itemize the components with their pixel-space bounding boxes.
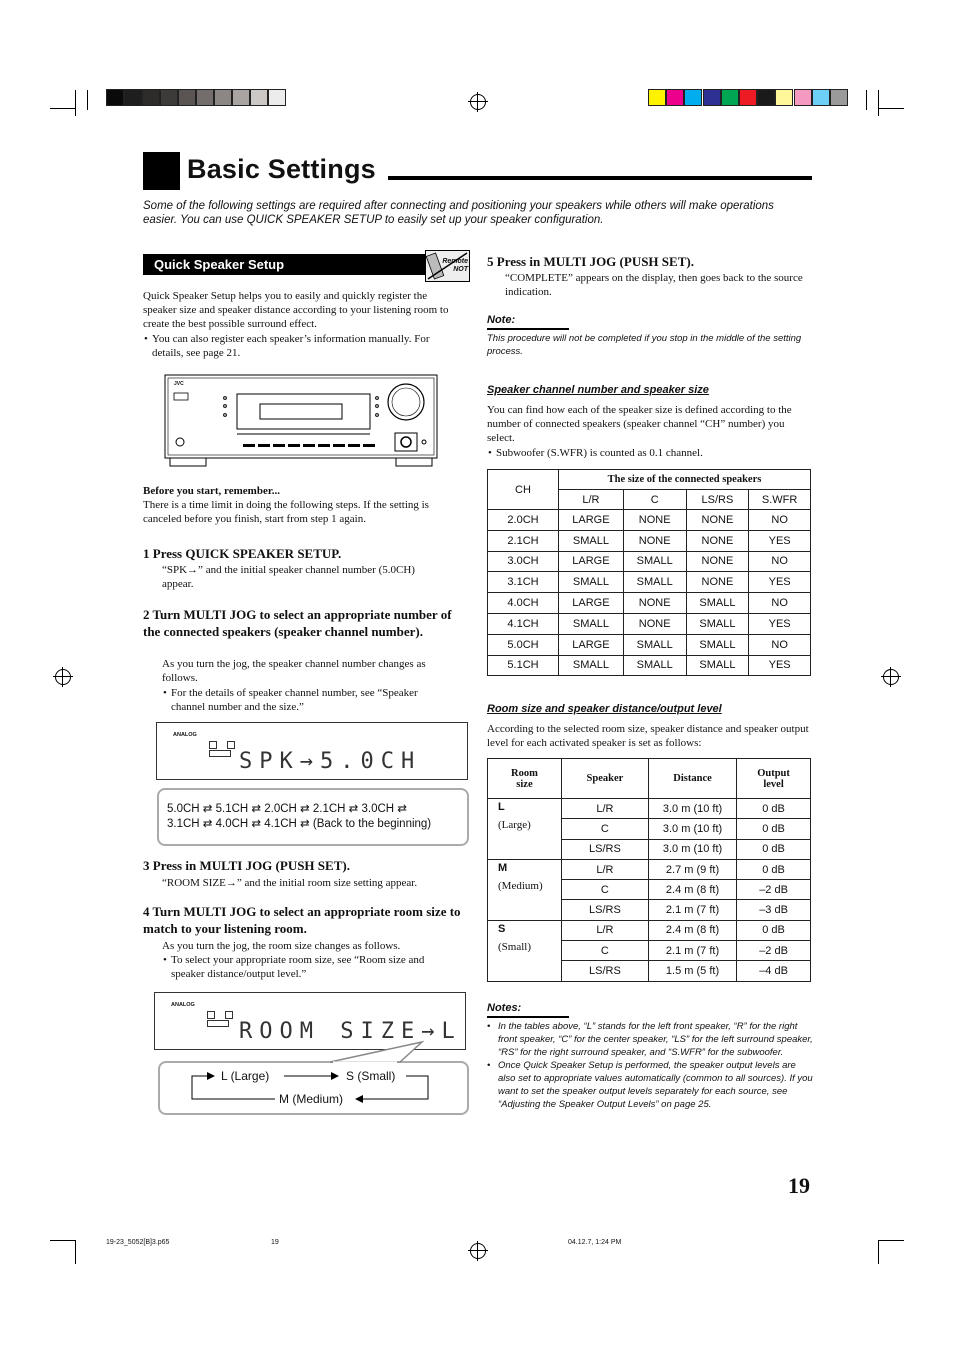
table-cell: 2.1 m (7 ft) [648,941,736,961]
table-row [488,572,811,593]
room-size-table [487,758,811,982]
table-cell: NO [749,593,811,614]
step3-title: 3 Press in MULTI JOG (PUSH SET). [143,858,350,873]
table-row [488,530,811,551]
title-block [143,152,180,190]
note-title: Note: [487,314,516,326]
remote-not-icon [425,250,470,282]
speaker-size-bullet-text: Subwoofer (S.WFR) is counted as 0.1 channel. [496,447,703,459]
speaker-size-text: You can find how each of the speaker size is defined according to the number of connected speakers (speaker channel “CH” number) you select. [487,404,792,444]
step2-title-text: 2 Turn MULTI JOG to select an appropriate number of the connected speakers (speaker channel number). [143,607,452,639]
table-col-header: Speaker [561,759,648,799]
table-cell: NONE [623,530,686,551]
lcd-speaker-text: SPK→5.0CH [239,749,422,774]
gray-swatch [106,89,124,106]
receiver-brand-logo: JVC [174,381,184,387]
table-cell: LARGE [559,634,624,655]
receiver-illustration [164,374,438,468]
table-cell: 2.0CH [488,510,559,531]
step2-bullet: • For the details of speaker channel number, see “Speaker channel number and the size.” [162,686,452,714]
color-swatch [739,89,757,106]
table-row [488,655,811,676]
crop-mark [75,90,76,116]
room-size-cell [488,920,562,981]
color-swatch [721,89,739,106]
crop-mark [878,1240,879,1264]
table-cell: SMALL [559,655,624,676]
table-cell: LARGE [559,593,624,614]
table-col-header: L/R [559,490,624,510]
footer-file: 19-23_5052[B]3.p65 [106,1239,170,1246]
registration-mark-icon [883,669,899,685]
step4-title: 4 Turn MULTI JOG to select an appropriate room size to match to your listening room. [143,904,461,936]
crop-mark [878,90,879,116]
page-number: 19 [788,1173,810,1198]
table-cell: 0 dB [737,839,811,859]
bullet-manual-text: You can also register each speaker’s information manually. For details, see page 21. [152,333,430,359]
before-text: There is a time limit in doing the following steps. If the setting is canceled before you finish, start from step 1 again. [143,499,429,525]
table-cell: NONE [686,510,749,531]
notes-rule [487,1016,569,1018]
room-size-name: (Medium) [498,879,543,892]
intro-paragraph: Quick Speaker Setup helps you to easily and quickly register the speaker size and speaker distance according to your listening room to create the best possible surround effect. [143,290,449,330]
room-size-cell [488,859,562,920]
bullet-manual: • You can also register each speaker’s information manually. For details, see page 21. [143,332,453,360]
table-cell: 4.1CH [488,613,559,634]
remote-not-label: Remote NOT [442,258,468,273]
color-swatch [757,89,775,106]
footer-date: 04.12.7, 1:24 PM [568,1239,622,1246]
analog-indicator: ANALOG [171,1002,195,1008]
note-item: • In the tables above, “L” stands for the left front speaker, “R” for the right front speaker, “C” for the center speaker, “LS” for the left surround speaker, “RS” for the right surround speaker, and “S.WFR” for the subwoofer. [487,1021,813,1058]
step4-bullet-text: To select your appropriate room size, see “Room size and speaker distance/output level.” [171,954,425,980]
color-swatch [812,89,830,106]
section-header [143,254,426,275]
lcd-display-speaker [156,722,468,780]
room-size-name: (Small) [498,940,531,953]
step2-title [143,606,453,640]
table-cell: C [561,819,648,839]
table-cell: SMALL [623,655,686,676]
table-cell: LARGE [559,551,624,572]
room-size-name: (Large) [498,819,531,831]
table-row [488,920,811,940]
table-cell: SMALL [623,572,686,593]
gray-swatch [160,89,178,106]
room-size-code: M [498,861,508,874]
table-cell: NONE [623,593,686,614]
speaker-indicator-icon [207,1011,232,1027]
room-large-label: L (Large) [221,1069,270,1083]
table-cell: YES [749,572,811,593]
lcd-room-text: ROOM SIZE→L [239,1019,462,1044]
step5-title: 5 Press in MULTI JOG (PUSH SET). [487,254,694,269]
table-col-header: Distance [648,759,736,799]
table-cell: NO [749,551,811,572]
crop-mark [87,90,88,110]
table-cell: C [561,941,648,961]
note-item-text: In the tables above, “L” stands for the left front speaker, “R” for the right front speaker, “C” for the center speaker, “LS” for the left surround speaker, “RS” for the right surround speaker, and “S.WFR” for the subwoofer. [498,1021,813,1058]
crop-mark [878,1240,904,1241]
table-row [488,510,811,531]
table-cell: NONE [686,530,749,551]
table-cell: SMALL [686,634,749,655]
gray-swatch [250,89,268,106]
table-cell: SMALL [559,613,624,634]
color-swatch [666,89,684,106]
step2-text: As you turn the jog, the speaker channel number changes as follows. [162,658,426,684]
before-title: Before you start, remember... [143,485,280,497]
registration-mark-icon [55,669,71,685]
table-cell: 2.4 m (8 ft) [648,920,736,940]
table-col-header: Output level [737,759,811,799]
table-col-header: Room size [488,759,562,799]
table-cell: 1.5 m (5 ft) [648,961,736,981]
table-cell: 5.1CH [488,655,559,676]
table-cell: YES [749,613,811,634]
speaker-size-bullet: • Subwoofer (S.WFR) is counted as 0.1 channel. [487,446,809,460]
table-cell: –2 dB [737,880,811,900]
table-cell: NONE [686,572,749,593]
table-row [488,593,811,614]
table-cell: 2.1 m (7 ft) [648,900,736,920]
table-cell: SMALL [623,634,686,655]
table-cell: NO [749,634,811,655]
room-size-cell [488,799,562,860]
intro-text: Some of the following settings are required after connecting and positioning your speakers while others will make operations easier. You can use QUICK SPEAKER SETUP to easily set up your speaker configuration. [143,200,774,226]
table-cell: LS/RS [561,961,648,981]
color-swatch [775,89,793,106]
table-row [488,799,811,819]
table-header-group: The size of the connected speakers [559,470,811,490]
table-cell: L/R [561,859,648,879]
crop-mark [50,1240,76,1241]
table-cell: 3.1CH [488,572,559,593]
table-cell: –4 dB [737,961,811,981]
table-cell: 2.7 m (9 ft) [648,859,736,879]
table-cell: 3.0 m (10 ft) [648,839,736,859]
table-cell: 0 dB [737,859,811,879]
step1-text: “SPK→” and the initial speaker channel number (5.0CH) appear. [162,564,415,590]
table-cell: LARGE [559,510,624,531]
crop-mark [866,90,867,110]
table-col-header: LS/RS [686,490,749,510]
notes-list [487,1020,813,1111]
room-medium-label: M (Medium) [279,1092,344,1106]
table-header-ch: CH [488,470,559,510]
gray-swatch [196,89,214,106]
color-swatch [794,89,812,106]
step4-text: As you turn the jog, the room size changes as follows. [162,940,401,952]
analog-indicator: ANALOG [173,732,197,738]
table-cell: 0 dB [737,799,811,819]
channel-cycle-line2: 3.1CH ⇄ 4.0CH ⇄ 4.1CH ⇄ (Back to the beginning) [167,818,432,830]
table-cell: –2 dB [737,941,811,961]
table-cell: 0 dB [737,920,811,940]
table-cell: SMALL [623,551,686,572]
color-swatch [684,89,702,106]
crop-mark [878,108,904,109]
gray-swatch [214,89,232,106]
speaker-indicator-icon [209,741,234,757]
step5-text: “COMPLETE” appears on the display, then goes back to the source indication. [505,272,803,298]
table-row [488,613,811,634]
table-cell: LS/RS [561,900,648,920]
table-cell: 4.0CH [488,593,559,614]
table-cell: L/R [561,799,648,819]
gray-swatch [124,89,142,106]
section-title: Quick Speaker Setup [154,257,285,272]
gray-swatch [142,89,160,106]
crop-mark [50,108,76,109]
table-cell: SMALL [686,593,749,614]
table-cell: 3.0 m (10 ft) [648,799,736,819]
registration-mark-icon [470,94,486,110]
table-cell: NONE [623,613,686,634]
table-cell: 3.0CH [488,551,559,572]
note-item: • Once Quick Speaker Setup is performed, the speaker output levels are also set to appropriate values automatically (common to all sources). If you want to set the speaker output levels separately for each source, see “Adjusting the Speaker Output Levels” on page 25. [487,1060,813,1110]
table-cell: 5.0CH [488,634,559,655]
table-col-header: C [623,490,686,510]
color-swatch [648,89,666,106]
table-cell: YES [749,530,811,551]
table-cell: NO [749,510,811,531]
room-small-label: S (Small) [346,1069,396,1083]
table-cell: SMALL [559,530,624,551]
room-size-heading: Room size and speaker distance/output level [487,703,722,715]
table-row [488,551,811,572]
table-cell: NONE [686,551,749,572]
speaker-size-heading: Speaker channel number and speaker size [487,384,709,396]
registration-mark-icon [470,1243,486,1259]
title-rule [388,176,812,180]
notes-title: Notes: [487,1002,522,1014]
table-row [488,634,811,655]
room-size-text: According to the selected room size, speaker distance and speaker output level for each activated speaker is set as follows: [487,723,809,749]
gray-swatch [232,89,250,106]
footer-page: 19 [271,1239,279,1246]
note-item-text: Once Quick Speaker Setup is performed, the speaker output levels are also set to appropriate values automatically (common to all sources). If you want to set the speaker output levels separately for each source, see “Adjusting the Speaker Output Levels” on page 25. [498,1060,813,1110]
table-cell: LS/RS [561,839,648,859]
table-cell: L/R [561,920,648,940]
crop-mark [75,1240,76,1264]
room-size-code: L [498,801,505,813]
speaker-size-table [487,469,811,676]
table-cell: C [561,880,648,900]
table-cell: 0 dB [737,819,811,839]
step1-title: 1 Press QUICK SPEAKER SETUP. [143,546,342,561]
channel-cycle-box [157,788,469,846]
room-size-code: S [498,922,506,935]
table-cell: SMALL [559,572,624,593]
table-cell: 3.0 m (10 ft) [648,819,736,839]
step3-text: “ROOM SIZE→” and the initial room size setting appear. [162,877,418,889]
color-swatch [703,89,721,106]
step4-bullet: • To select your appropriate room size, see “Room size and speaker distance/output level.” [162,953,452,981]
table-cell: SMALL [686,655,749,676]
channel-cycle-line1: 5.0CH ⇄ 5.1CH ⇄ 2.0CH ⇄ 2.1CH ⇄ 3.0CH ⇄ [167,803,407,815]
page-title: Basic Settings [187,154,376,184]
table-cell: 2.1CH [488,530,559,551]
step2-bullet-text: For the details of speaker channel number, see “Speaker channel number and the size.” [171,687,418,713]
note-rule [487,328,569,330]
table-cell: NONE [623,510,686,531]
table-cell: –3 dB [737,900,811,920]
gray-swatch [178,89,196,106]
table-cell: YES [749,655,811,676]
table-row [488,859,811,879]
table-cell: SMALL [686,613,749,634]
color-swatch [830,89,848,106]
note-text: This procedure will not be completed if you stop in the middle of the setting process. [487,333,802,357]
gray-swatch [268,89,286,106]
table-cell: 2.4 m (8 ft) [648,880,736,900]
table-col-header: S.WFR [749,490,811,510]
